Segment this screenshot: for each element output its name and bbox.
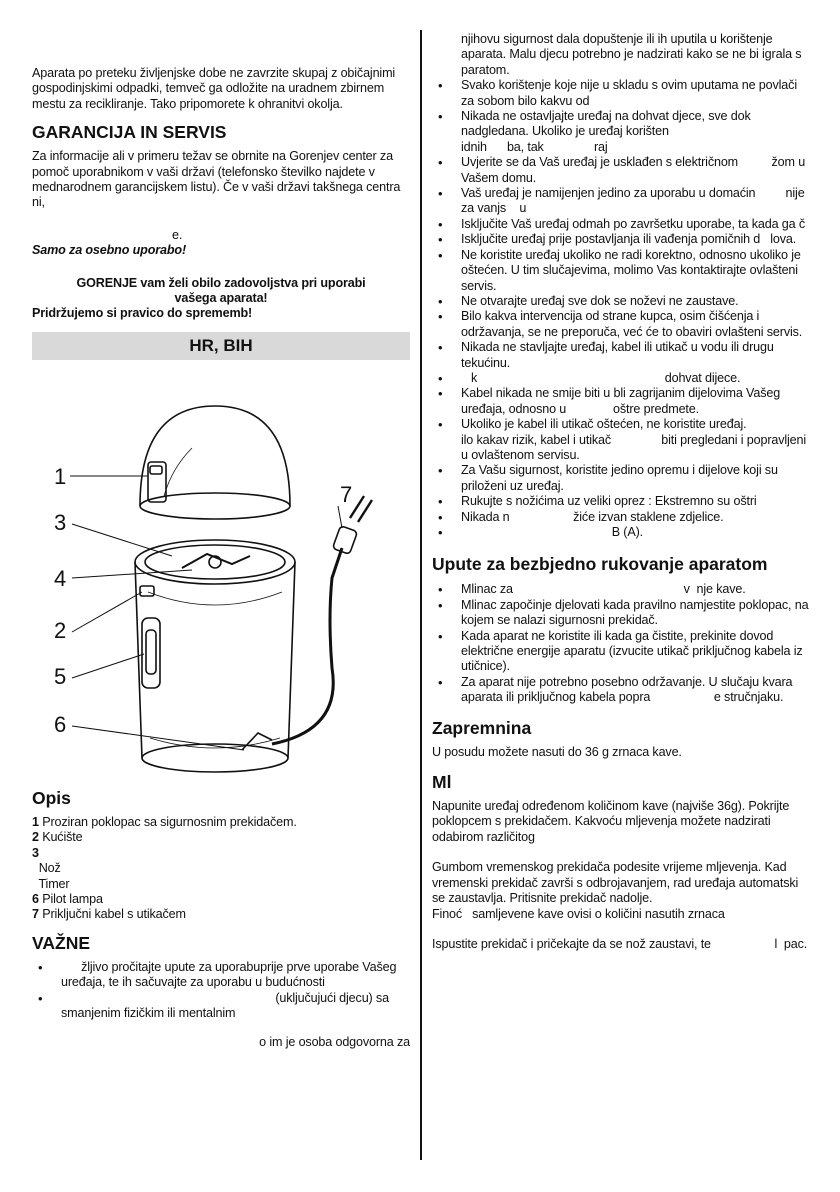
- safety-item: • Ne koristite uređaj ukoliko ne radi korektno, odnosno ukoliko je oštećen. U tim slučajevima, molimo Vas kontaktirajte ovlašteni servis.: [432, 248, 810, 294]
- upute-list: [432, 582, 810, 705]
- ml-paragraph-2: Gumbom vremenskog prekidača podesite vrijeme mljevenja. Kad vremenski prekidač završi s odbrojavanjem, rad uređaja automatski se zaustavlja. Pritisnite prekidač nadolje.: [432, 860, 799, 906]
- language-banner: HR, BIH: [32, 332, 410, 360]
- figure-label-6: 6: [54, 711, 67, 737]
- opis-item: 7 Priključni kabel s utikačem: [32, 907, 186, 922]
- ml-heading: Ml: [432, 772, 452, 793]
- safety-item: • Ne otvarajte uređaj sve dok se noževi ne zaustave.: [432, 294, 810, 309]
- safety-item: • Vaš uređaj je namijenjen jedino za uporabu u domaćin nije za vanjs u: [432, 186, 810, 217]
- vazne-tail: o im je osoba odgovorna za: [259, 1035, 410, 1050]
- safety-item: • B (A).: [432, 525, 810, 540]
- coffee-grinder-figure: [32, 378, 410, 788]
- upute-item: • Mlinac za v nje kave.: [432, 582, 810, 597]
- personal-use-note: Samo za osebno uporabo!: [32, 243, 186, 258]
- opis-item: 2 Kućište: [32, 830, 83, 845]
- safety-item: • Rukujte s nožićima uz veliki oprez : Ekstremno su oštri: [432, 494, 810, 509]
- opis-heading: Opis: [32, 787, 71, 808]
- upute-item: • Kada aparat ne koristite ili kada ga čistite, prekinite dovod električne energije aparatu (izvucite utikač priključnog kabela iz utičnice).: [432, 629, 810, 675]
- vazne-item: • žljivo pročitajte upute za uporabuprije prve uporabe Vašeg uređaja, te ih sačuvajte za uporabu u budućnosti: [32, 960, 410, 991]
- safety-item: • k dohvat dijece.: [432, 371, 810, 386]
- safety-item: • Kabel nikada ne smije biti u bli zagrijanim dijelovima Vašeg uređaja, odnosno u oštre predmete.: [432, 386, 810, 417]
- disposal-paragraph: Aparata po preteku življenjske dobe ne zavrzite skupaj z običajnimi gospodinjskimi odpadki, temveč ga odložite na uradnem zbirnem mestu za recikliranje. Tako pripomorete k ohranitvi okolja.: [32, 66, 396, 111]
- column-divider: [420, 30, 422, 1160]
- ml-paragraph-3: Finoć samljevene kave ovisi o količini nasutih zrnaca: [432, 906, 725, 921]
- garancija-paragraph: Za informacije ali v primeru težav se obrnite na Gorenjev center za pomoč uporabnikom v vaši državi (telefonsko številko najdete v mednarodnem garancijskem listu). Če v vaši državi takšnega centra ni,: [32, 149, 401, 210]
- safety-item: • Bilo kakva intervencija od strane kupca, osim čišćenja i održavanja, se ne preporuča, već će to obaviri ovlašteni servis.: [432, 309, 810, 340]
- safety-item: • Uvjerite se da Vaš uređaj je usklađen s električnom žom u Vašem domu.: [432, 155, 810, 186]
- safety-list: [432, 78, 821, 540]
- figure-label-2: 2: [54, 617, 67, 643]
- figure-label-3: 3: [54, 509, 67, 535]
- safety-item: • Nikada n žiće izvan staklene zdjelice.: [432, 510, 810, 525]
- upute-item: • Za aparat nije potrebno posebno održavanje. U slučaju kvara aparata ili priključnog kabela popra e stručnjaku.: [432, 675, 810, 706]
- figure-label-7: 7: [340, 481, 353, 507]
- opis-item: 3: [32, 845, 39, 860]
- coffee-grinder-illustration: [32, 378, 410, 788]
- ml-paragraph-1: Napunite uređaj određenom količinom kave (najviše 36g). Pokrijte poklopcem s prekidačem. Kakvoću mljevenja možete nadzirati odabirom različitog: [432, 799, 790, 844]
- safety-item: • Isključite Vaš uređaj odmah po završetku uporabe, ta kada ga č: [432, 217, 810, 232]
- garancija-tail: e.: [172, 227, 183, 242]
- figure-label-5: 5: [54, 663, 67, 689]
- zapremnina-paragraph: U posudu možete nasuti do 36 g zrnaca kave.: [432, 744, 682, 759]
- rights-note: Pridržujemo si pravico do sprememb!: [32, 306, 253, 321]
- safety-item: • Nikada ne stavljajte uređaj, kabel ili utikač u vodu ili drugu tekućinu.: [432, 340, 810, 371]
- safety-item: • Ukoliko je kabel ili utikač oštećen, ne koristite uređaj. ilo kakav rizik, kabel i utikač biti pregledani i popravljeni u ovlaštenom servisu.: [432, 417, 810, 463]
- opis-item: Timer: [32, 876, 70, 891]
- continued-paragraph: njihovu sigurnost dala dopuštenje ili ih uputila u korištenje aparata. Malu djecu potrebno je nadzirati kako se ne bi igrala s paratom.: [461, 32, 802, 77]
- zapremnina-heading: Zapremnina: [432, 717, 532, 738]
- right-column: [432, 32, 821, 952]
- vazne-heading: VAŽNE: [32, 932, 91, 953]
- upute-heading: Upute za bezbjedno rukovanje aparatom: [432, 554, 768, 575]
- opis-item: 6 Pilot lampa: [32, 891, 103, 906]
- opis-item: 1 Proziran poklopac sa sigurnosnim prekidačem.: [32, 814, 297, 829]
- wish-line-2: vašega aparata!: [174, 291, 268, 306]
- ml-paragraph-4: Ispustite prekidač i pričekajte da se nož zaustavi, te l pac.: [432, 936, 808, 951]
- safety-item: • Nikada ne ostavljajte uređaj na dohvat djece, sve dok nadgledana. Ukoliko je uređaj korišten idnih ba, tak raj: [432, 109, 810, 155]
- vazne-item: • (uključujući djecu) sa smanjenim fizičkim ili mentalnim: [32, 991, 410, 1022]
- opis-list: [32, 815, 410, 923]
- garancija-heading: GARANCIJA IN SERVIS: [32, 122, 227, 143]
- left-column: [32, 66, 410, 1051]
- opis-item: Nož: [32, 861, 61, 876]
- safety-item: • Za Vašu sigurnost, koristite jedino opremu i dijelove koji su priloženi uz uređaj.: [432, 463, 810, 494]
- safety-item: • Svako korištenje koje nije u skladu s ovim uputama ne povlači za sobom bilo kakvu od: [432, 78, 810, 109]
- vazne-list: [32, 960, 410, 1022]
- safety-item: • Isključite uređaj prije postavljanja ili vađenja pomičnih d lova.: [432, 232, 810, 247]
- wish-line-1: GORENJE vam želi obilo zadovoljstva pri uporabi: [76, 275, 366, 290]
- figure-label-1: 1: [54, 463, 67, 489]
- upute-item: • Mlinac započinje djelovati kada pravilno namjestite poklopac, na kojem se nalazi sigurnosni prekidač.: [432, 598, 810, 629]
- figure-label-4: 4: [54, 565, 67, 591]
